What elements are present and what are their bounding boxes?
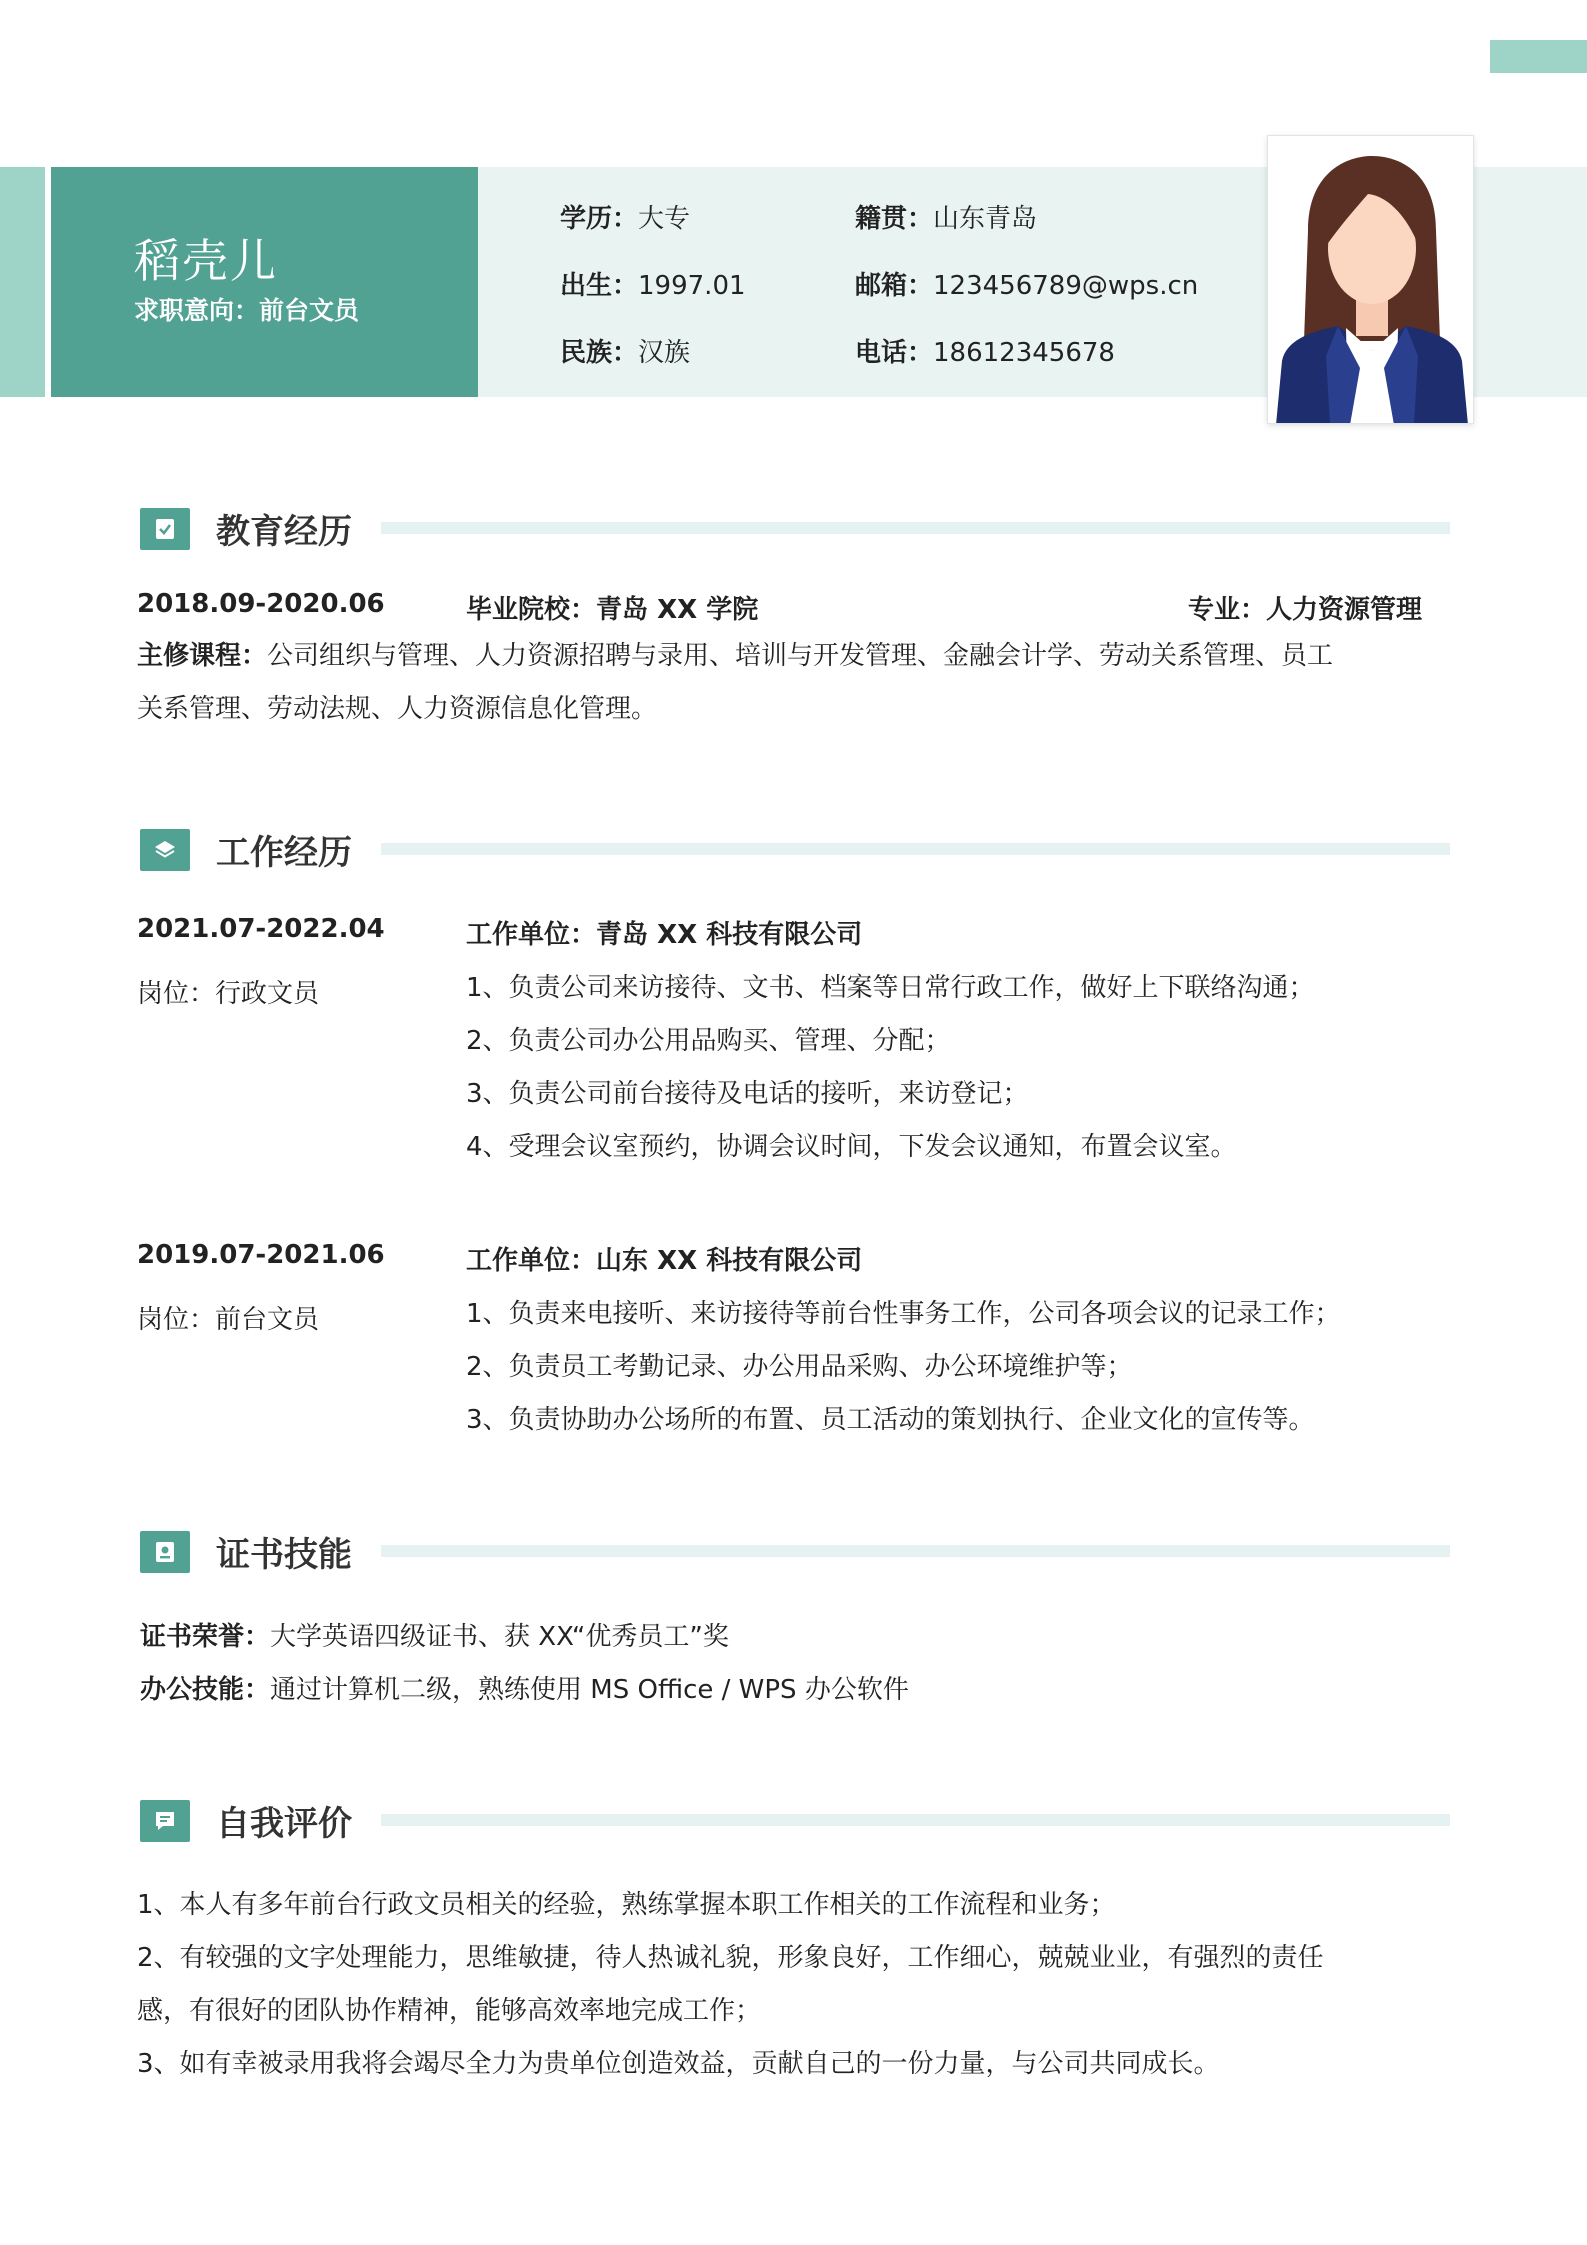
- self-eval-line-3: 感，有很好的团队协作精神，能够高效率地完成工作；: [137, 1996, 762, 2026]
- skills-section-header: [140, 1525, 1450, 1575]
- courses-line2: 关系管理、劳动法规、人力资源信息化管理。: [137, 694, 658, 724]
- work-section-header: [140, 823, 1450, 873]
- left-strip-decoration: [0, 167, 45, 397]
- self-eval-section-header: [140, 1794, 1450, 1844]
- job-1-duty-4: 4、受理会议室预约，协调会议时间，下发会议通知，布置会议室。: [466, 1132, 1237, 1162]
- job-2-position: [137, 1299, 319, 1336]
- courses-key: 主修课程：: [137, 641, 268, 671]
- job-1-duty-2: 2、负责公司办公用品购买、管理、分配；: [466, 1026, 951, 1056]
- job-2-position-key: 岗位：: [137, 1305, 216, 1335]
- section-divider: [381, 1814, 1450, 1826]
- education-section-header: [140, 502, 1450, 552]
- education-major: [1188, 589, 1422, 626]
- job-1-position: [137, 973, 319, 1010]
- info-phone-value: 18612345678: [933, 338, 1115, 368]
- job-intent: 求职意向：前台文员: [134, 296, 360, 325]
- corner-tab-decoration: [1490, 40, 1587, 73]
- job-1-company-key: 工作单位：: [466, 920, 597, 950]
- info-ethnicity-key: 民族：: [560, 338, 639, 368]
- school-key: 毕业院校：: [466, 595, 597, 625]
- avatar-illustration: [1268, 136, 1474, 424]
- office-value: 通过计算机二级，熟练使用 MS Office / WPS 办公软件: [270, 1675, 909, 1705]
- info-education: [560, 198, 690, 235]
- job-2-company-key: 工作单位：: [466, 1246, 597, 1276]
- self-eval-line-1: 1、本人有多年前台行政文员相关的经验，熟练掌握本职工作相关的工作流程和业务；: [137, 1890, 1116, 1920]
- job-1-period: 2021.07-2022.04: [137, 914, 385, 944]
- major-value: 人力资源管理: [1266, 595, 1423, 625]
- award-badge-icon: [140, 1531, 190, 1573]
- info-ethnicity: [560, 332, 690, 369]
- job-1-position-key: 岗位：: [137, 979, 216, 1009]
- job-1-position-value: 行政文员: [215, 979, 320, 1009]
- education-courses: [137, 630, 1457, 736]
- comment-icon: [140, 1800, 190, 1842]
- cert-value: 大学英语四级证书、获 XX“优秀员工”奖: [270, 1622, 729, 1652]
- self-eval-title: 自我评价: [216, 1804, 352, 1844]
- education-period-text: 2018.09-2020.06: [137, 589, 385, 619]
- skills-office: [140, 1669, 909, 1706]
- job-1-company-value: 青岛 XX 科技有限公司: [596, 920, 863, 950]
- job-2-company: [466, 1240, 862, 1277]
- self-eval-line-2: 2、有较强的文字处理能力，思维敏捷，待人热诚礼貌，形象良好，工作细心，兢兢业业，有强烈的责任: [137, 1943, 1324, 1973]
- job-2-duty-1: 1、负责来电接听、来访接待等前台性事务工作，公司各项会议的记录工作；: [466, 1299, 1341, 1329]
- cert-key: 证书荣誉：: [140, 1622, 271, 1652]
- job-2-position-value: 前台文员: [215, 1305, 320, 1335]
- info-email-value: 123456789@wps.cn: [933, 271, 1199, 301]
- job-1-duty-3: 3、负责公司前台接待及电话的接听，来访登记；: [466, 1079, 1029, 1109]
- education-period: [137, 589, 385, 619]
- info-education-key: 学历：: [560, 204, 639, 234]
- info-ethnicity-value: 汉族: [638, 338, 691, 368]
- job-2-period: 2019.07-2021.06: [137, 1240, 385, 1270]
- education-title: 教育经历: [216, 512, 352, 552]
- office-key: 办公技能：: [140, 1675, 271, 1705]
- job-2-company-value: 山东 XX 科技有限公司: [596, 1246, 863, 1276]
- job-1-company: [466, 914, 862, 951]
- job-2-duty-2: 2、负责员工考勤记录、办公用品采购、办公环境维护等；: [466, 1352, 1133, 1382]
- section-divider: [381, 522, 1450, 534]
- name-block: [51, 167, 478, 397]
- info-birth-key: 出生：: [560, 271, 639, 301]
- school-value: 青岛 XX 学院: [596, 595, 759, 625]
- info-origin-key: 籍贯：: [855, 204, 934, 234]
- certificate-check-icon: [140, 508, 190, 550]
- job-1-duty-1: 1、负责公司来访接待、文书、档案等日常行政工作，做好上下联络沟通；: [466, 973, 1315, 1003]
- skills-cert: [140, 1616, 729, 1653]
- info-origin-value: 山东青岛: [933, 204, 1038, 234]
- layers-icon: [140, 829, 190, 871]
- info-email: [855, 265, 1198, 302]
- section-divider: [381, 1545, 1450, 1557]
- courses-line1: 公司组织与管理、人力资源招聘与录用、培训与开发管理、金融会计学、劳动关系管理、员工: [267, 641, 1334, 671]
- self-eval-line-4: 3、如有幸被录用我将会竭尽全力为贵单位创造效益，贡献自己的一份力量，与公司共同成长。: [137, 2049, 1220, 2079]
- info-phone-key: 电话：: [855, 338, 934, 368]
- skills-title: 证书技能: [216, 1535, 352, 1575]
- section-divider: [381, 843, 1450, 855]
- info-education-value: 大专: [638, 204, 691, 234]
- info-birth-value: 1997.01: [638, 271, 746, 301]
- info-birth: [560, 265, 746, 302]
- info-email-key: 邮箱：: [855, 271, 934, 301]
- candidate-name: 稻壳儿: [134, 234, 278, 288]
- education-school: [466, 589, 758, 626]
- info-phone: [855, 332, 1115, 369]
- job-2-duty-3: 3、负责协助办公场所的布置、员工活动的策划执行、企业文化的宣传等。: [466, 1405, 1315, 1435]
- work-title: 工作经历: [216, 833, 352, 873]
- profile-photo: [1267, 135, 1474, 424]
- major-key: 专业：: [1188, 595, 1267, 625]
- info-origin: [855, 198, 1037, 235]
